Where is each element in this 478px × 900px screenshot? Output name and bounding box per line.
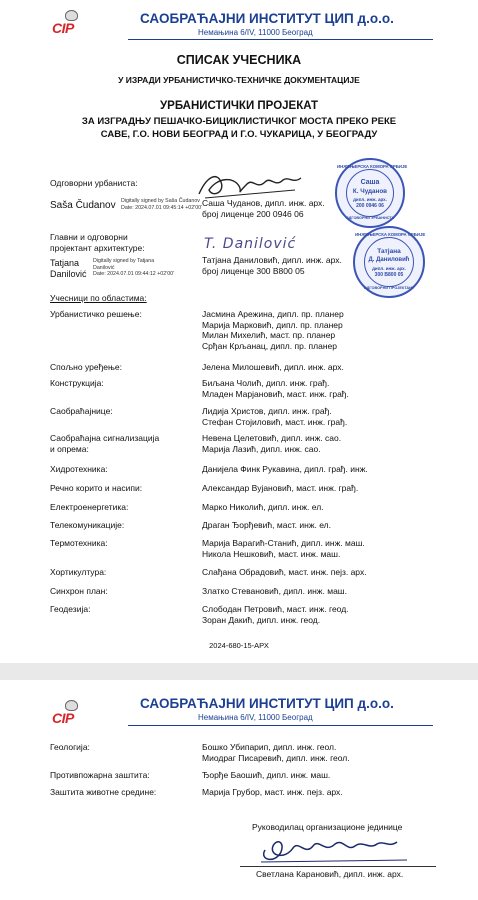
- participant-names: [202, 483, 358, 494]
- participant-names: [202, 742, 350, 763]
- participant-name: Милан Михелић, маст. пр. планер: [202, 330, 336, 341]
- doc-subtitle: У ИЗРАДИ УРБАНИСТИЧКО-ТЕХНИЧКЕ ДОКУМЕНТАЦИЈЕ: [118, 75, 360, 85]
- cip-logo: [52, 10, 90, 38]
- project-line-1: ЗА ИЗГРАДЊУ ПЕШАЧКО-БИЦИКЛИСТИЧКОГ МОСТА ПРЕКО РЕКЕ: [81, 116, 397, 127]
- participant-names: [202, 538, 365, 559]
- role-label: Геодезија:: [50, 604, 91, 614]
- participant-name: Јасмина Арежина, дипл. пр. планер: [202, 309, 344, 319]
- org-address: Немањина 6/IV, 11000 Београд: [198, 28, 313, 37]
- role-label: Саобраћајнице:: [50, 406, 113, 416]
- document-page-2: [0, 680, 478, 900]
- participant-names: [202, 464, 368, 475]
- chief-latin-last: Danilović: [50, 269, 87, 279]
- participant-names: [202, 586, 347, 597]
- project-line-2: САВЕ, Г.О. НОВИ БЕОГРАД И Г.О. ЧУКАРИЦА, У БЕОГРАДУ: [100, 129, 378, 140]
- digital-signature-2: Digitally signed by Tatjana Danilović Date: 2024.07.01 09:44:12 +02'00': [93, 258, 175, 277]
- participant-names: [202, 362, 344, 373]
- participant-names: [202, 502, 324, 513]
- role-label: Термотехника:: [50, 538, 108, 548]
- document-code: 2024-680-15-АРХ: [209, 641, 269, 650]
- participant-name: Драган Ђорђевић, маст. инж. ел.: [202, 520, 331, 530]
- role-label: Противпожарна заштита:: [50, 770, 150, 780]
- participant-names: [202, 433, 341, 454]
- chief-name: Татјана Даниловић, дипл. инж. арх.: [202, 255, 342, 265]
- participant-name: Слободан Петровић, маст. инж. геод.: [202, 604, 349, 614]
- participant-name: Марија Марковић, дипл. пр. планер: [202, 319, 343, 330]
- signature-1-icon: [195, 168, 305, 202]
- org-name: САОБРАЋАЈНИ ИНСТИТУТ ЦИП д.о.о.: [140, 696, 394, 711]
- participant-name: Миодраг Писаревић, дипл. инж. геол.: [202, 752, 350, 763]
- participant-names: [202, 604, 349, 625]
- signature-line: [240, 866, 436, 867]
- signature-2-icon: [255, 830, 415, 868]
- org-name: САОБРАЋАЈНИ ИНСТИТУТ ЦИП д.о.о.: [140, 11, 394, 26]
- participant-name: Зоран Дакић, дипл. инж. геод.: [202, 614, 321, 625]
- participant-names: [202, 567, 367, 578]
- role-label: Спољно уређење:: [50, 362, 123, 372]
- role-label-continued: и опрема:: [50, 444, 89, 454]
- participant-name: Ђорђе Баошић, дипл. инж. маш.: [202, 770, 331, 780]
- participant-name: Александар Вујановић, маст. инж. грађ.: [202, 483, 359, 493]
- role-label: Урбанистичко решење:: [50, 309, 142, 319]
- role-label: Речно корито и насипи:: [50, 483, 143, 493]
- role-label: Хортикултура:: [50, 567, 107, 577]
- letterhead: [0, 0, 478, 40]
- role-label: Електроенергетика:: [50, 502, 129, 512]
- responsible-latin-name: Saša Čudanov: [50, 200, 116, 211]
- participant-name: Стефан Стојиловић, маст. инж. грађ.: [202, 416, 348, 427]
- unit-head-label: Руководилац организационе јединице: [252, 822, 403, 832]
- unit-head-name: Светлана Карановић, дипл. инж. арх.: [256, 869, 404, 879]
- participant-name: Марко Николић, дипл. инж. ел.: [202, 502, 324, 512]
- participant-names: [202, 520, 331, 531]
- engineering-chamber-seal-1: ИНЖЕЊЕРСКА КОМОРА СРБИЈЕ Саша К. Чуданов дипл. инж. арх. 200 0946 06 ОДГОВОРНИ УРБАНИСТА: [335, 158, 405, 228]
- cip-logo: [52, 700, 90, 728]
- participant-name: Слађана Обрадовић, маст. инж. пејз. арх.: [202, 567, 367, 577]
- doc-title: СПИСАК УЧЕСНИКА: [176, 53, 302, 67]
- participant-names: [202, 406, 347, 427]
- role-label: Синхрон план:: [50, 586, 108, 596]
- letterhead: [0, 680, 478, 726]
- header-rule: [128, 39, 433, 40]
- digital-signature-1: Digitally signed by Saša Čudanov Date: 2024.07.01 09:45:14 +02'00': [121, 198, 203, 211]
- responsible-label: Одговорни урбаниста:: [50, 178, 138, 188]
- role-label: Телекомуникације:: [50, 520, 125, 530]
- participant-name: Данијела Финк Рукавина, дипл. грађ. инж.: [202, 464, 368, 474]
- participant-name: Младен Марјановић, маст. инж. грађ.: [202, 388, 349, 399]
- role-label: Хидротехника:: [50, 464, 108, 474]
- participant-name: Лидија Христов, дипл. инж. грађ.: [202, 406, 332, 416]
- chief-label-1: Главни и одговорни: [50, 232, 128, 242]
- role-label: Геологија:: [50, 742, 90, 752]
- participant-name: Златко Стевановић, дипл. инж. маш.: [202, 586, 347, 596]
- participant-name: Марија Варагић-Станић, дипл. инж. маш.: [202, 538, 365, 548]
- participant-name: Јелена Милошевић, дипл. инж. арх.: [202, 362, 344, 372]
- engineering-chamber-seal-2: ИНЖЕЊЕРСКА КОМОРА СРБИЈЕ Татјана Д. Даниловић дипл. инж. арх. 300 В800 05 ОДГОВОРНИ ПРОЈЕКТАНТ: [353, 226, 425, 298]
- chief-label-2: пројектант архитектуре:: [50, 243, 145, 253]
- responsible-license: број лиценце 200 0946 06: [202, 209, 304, 219]
- logo-text: CIP: [52, 20, 74, 36]
- participant-name: Марија Лазић, дипл. инж. сао.: [202, 443, 321, 454]
- org-address: Немањина 6/IV, 11000 Београд: [198, 713, 313, 722]
- header-rule: [128, 725, 433, 726]
- chief-latin-first: Tatjana: [50, 258, 80, 268]
- participant-name: Никола Нешковић, маст. инж. маш.: [202, 548, 341, 559]
- role-label: Заштита животне средине:: [50, 787, 157, 797]
- project-title: УРБАНИСТИЧКИ ПРОЈЕКАТ: [160, 100, 318, 112]
- role-label: Конструкција:: [50, 378, 104, 388]
- participant-names: [202, 770, 330, 781]
- participant-name: Невена Целетовић, дипл. инж. сао.: [202, 433, 342, 443]
- role-label: Саобраћајна сигнализација: [50, 433, 160, 443]
- chief-license: број лиценце 300 В800 05: [202, 266, 305, 276]
- participant-name: Марија Грубор, маст. инж. пејз. арх.: [202, 787, 343, 797]
- responsible-name: Саша Чуданов, дипл. инж. арх.: [202, 198, 325, 208]
- participant-names: [202, 787, 343, 798]
- participants-heading: Учесници по областима:: [50, 293, 147, 303]
- participant-name: Срђан Крљанац, дипл. пр. планер: [202, 340, 337, 351]
- participant-name: Бошко Убипарип, дипл. инж. геол.: [202, 742, 337, 752]
- participant-names: [202, 309, 344, 351]
- participant-name: Биљана Чолић, дипл. инж. грађ.: [202, 378, 330, 388]
- participant-names: [202, 378, 349, 399]
- chief-signature: T. Danilović: [204, 236, 297, 252]
- logo-text: CIP: [52, 710, 74, 726]
